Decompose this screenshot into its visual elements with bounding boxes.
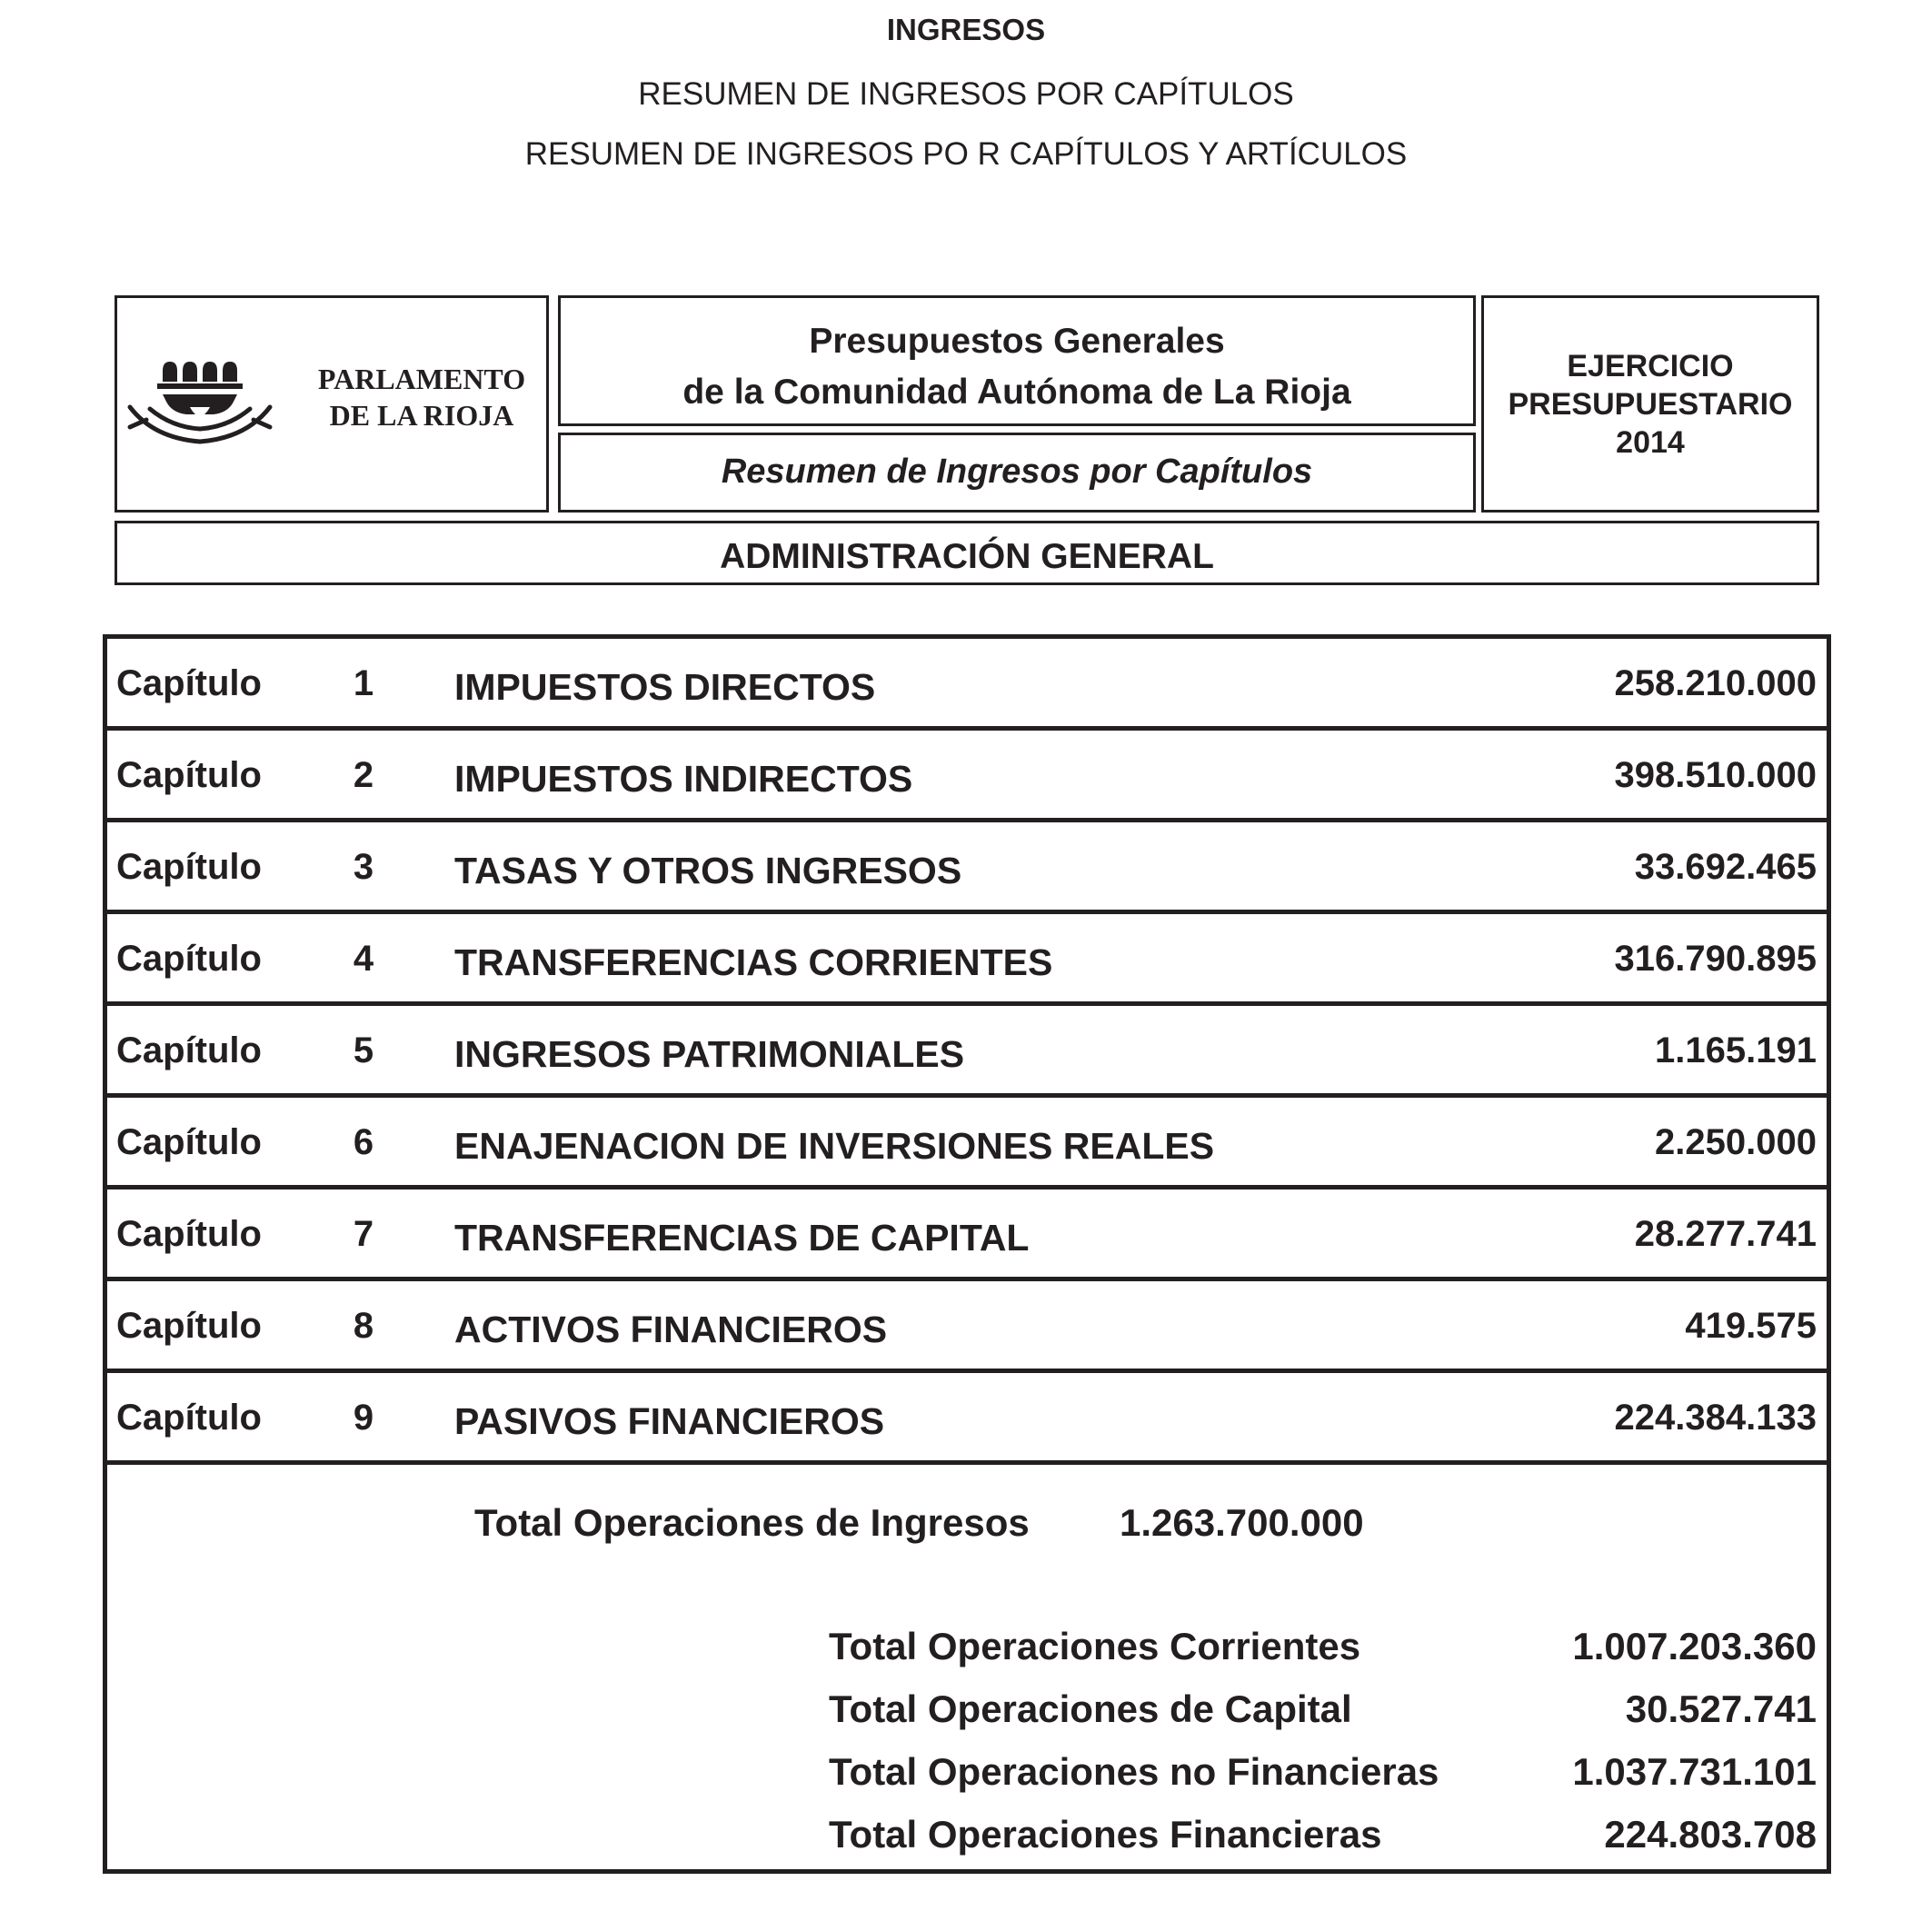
chapter-amount: 28.277.741 [1634, 1214, 1817, 1254]
chapter-number: 9 [353, 1398, 374, 1438]
chapter-number: 2 [353, 755, 374, 795]
row-divider [103, 1277, 1831, 1281]
total-value: 224.803.708 [1604, 1813, 1817, 1856]
chapter-amount: 1.165.191 [1655, 1030, 1817, 1070]
chapter-number: 7 [353, 1214, 374, 1254]
chapter-amount: 258.210.000 [1614, 663, 1817, 703]
total-value: 1.037.731.101 [1572, 1750, 1817, 1793]
summary-title: Resumen de Ingresos por Capítulos [721, 453, 1313, 491]
chapter-number: 1 [353, 663, 374, 703]
fiscal-year [1484, 347, 1817, 462]
chapter-label: Capítulo [116, 1214, 262, 1254]
chapter-description: INGRESOS PATRIMONIALES [454, 1033, 965, 1075]
total-label: Total Operaciones Corrientes [829, 1625, 1361, 1667]
fiscal-year-label-1: EJERCICIO [1567, 349, 1734, 383]
document-title: INGRESOS [886, 13, 1046, 46]
total-label: Total Operaciones de Capital [829, 1687, 1352, 1730]
chapter-description: TRANSFERENCIAS CORRIENTES [454, 941, 1053, 983]
chapter-amount: 316.790.895 [1614, 939, 1817, 979]
logo-wordmark [306, 361, 537, 433]
parliament-emblem-icon [126, 343, 308, 453]
chapter-description: IMPUESTOS DIRECTOS [454, 666, 876, 708]
logo-line-1: PARLAMENTO [317, 363, 526, 395]
budget-title [561, 316, 1473, 418]
chapter-description: IMPUESTOS INDIRECTOS [454, 758, 913, 800]
chapter-number: 6 [353, 1122, 374, 1162]
chapter-description: PASIVOS FINANCIEROS [454, 1400, 885, 1442]
fiscal-year-box [1481, 295, 1819, 513]
chapter-description: ENAJENACION DE INVERSIONES REALES [454, 1125, 1215, 1167]
chapter-label: Capítulo [116, 1306, 262, 1346]
chapter-number: 3 [353, 847, 374, 887]
chapter-amount: 2.250.000 [1655, 1122, 1817, 1162]
row-divider [103, 910, 1831, 914]
total-income-value: 1.263.700.000 [1120, 1501, 1364, 1544]
chapter-number: 5 [353, 1030, 374, 1070]
section-title: ADMINISTRACIÓN GENERAL [720, 537, 1214, 576]
summary-title-box [558, 433, 1476, 513]
chapter-amount: 224.384.133 [1614, 1398, 1817, 1438]
budget-title-box [558, 295, 1476, 426]
fiscal-year-label-2: PRESUPUESTARIO [1508, 387, 1793, 422]
document-subtitle-2: RESUMEN DE INGRESOS PO R CAPÍTULOS Y ARTÍCULOS [524, 136, 1408, 172]
chapter-amount: 398.510.000 [1614, 755, 1817, 795]
chapter-label: Capítulo [116, 1122, 262, 1162]
budget-title-line-2: de la Comunidad Autónoma de La Rioja [682, 373, 1351, 412]
logo-line-2: DE LA RIOJA [329, 399, 514, 432]
row-divider [103, 726, 1831, 731]
row-divider [103, 1185, 1831, 1189]
row-divider [103, 818, 1831, 822]
chapter-label: Capítulo [116, 1030, 262, 1070]
chapter-label: Capítulo [116, 755, 262, 795]
total-label: Total Operaciones no Financieras [829, 1750, 1439, 1793]
row-divider [103, 1093, 1831, 1098]
chapter-description: TASAS Y OTROS INGRESOS [454, 850, 962, 891]
chapter-description: ACTIVOS FINANCIEROS [454, 1309, 888, 1350]
chapter-label: Capítulo [116, 939, 262, 979]
section-box [115, 521, 1819, 585]
chapter-number: 4 [353, 939, 374, 979]
chapter-label: Capítulo [116, 1398, 262, 1438]
total-value: 1.007.203.360 [1572, 1625, 1817, 1667]
chapter-amount: 33.692.465 [1634, 847, 1817, 887]
total-label: Total Operaciones Financieras [829, 1813, 1382, 1856]
budget-title-line-1: Presupuestos Generales [809, 322, 1225, 361]
chapter-label: Capítulo [116, 847, 262, 887]
row-divider [103, 1460, 1831, 1465]
total-income-label: Total Operaciones de Ingresos [474, 1501, 1030, 1544]
row-divider [103, 1001, 1831, 1006]
chapter-label: Capítulo [116, 663, 262, 703]
total-value: 30.527.741 [1625, 1687, 1817, 1730]
logo-box [115, 295, 549, 513]
chapter-description: TRANSFERENCIAS DE CAPITAL [454, 1217, 1030, 1259]
chapter-number: 8 [353, 1306, 374, 1346]
fiscal-year-value: 2014 [1616, 425, 1685, 460]
chapter-amount: 419.575 [1685, 1306, 1817, 1346]
row-divider [103, 1369, 1831, 1373]
document-subtitle-1: RESUMEN DE INGRESOS POR CAPÍTULOS [638, 76, 1294, 112]
